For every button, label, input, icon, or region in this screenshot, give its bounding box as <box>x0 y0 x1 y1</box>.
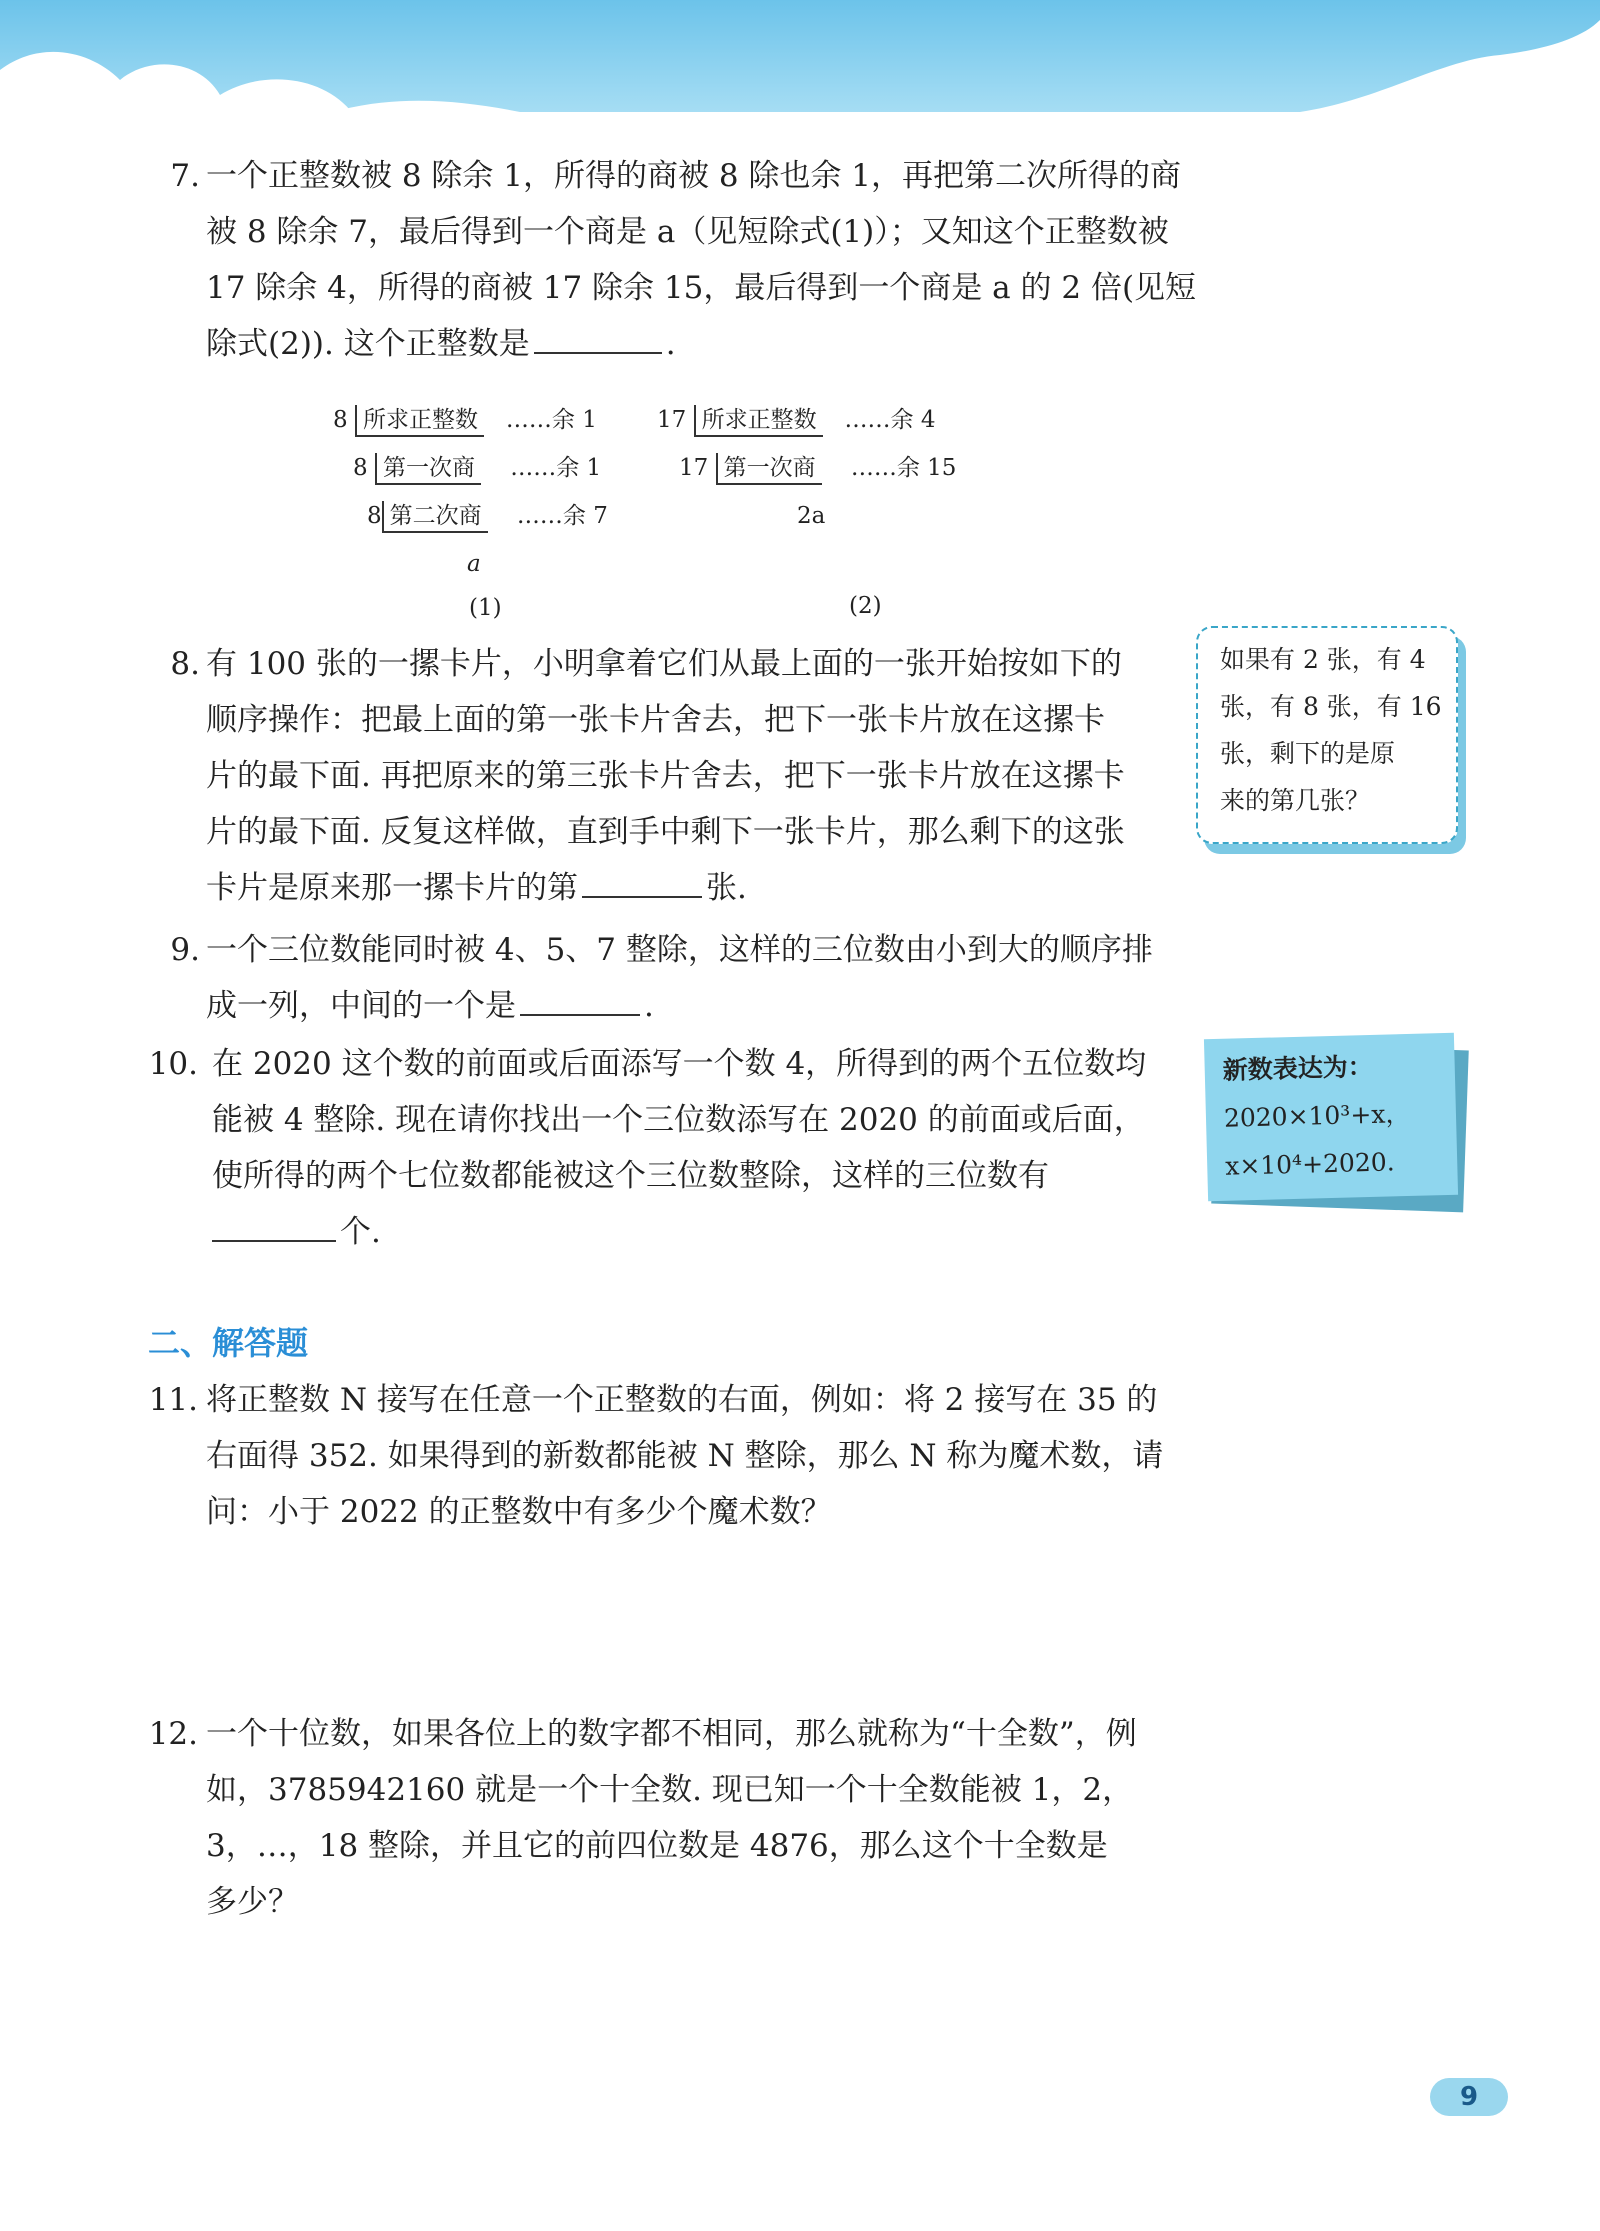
question-line: 卡片是原来那一摞卡片的第 <box>206 870 578 906</box>
hint-note-expression <box>1204 1033 1458 1201</box>
sky-header-decoration <box>0 0 1600 150</box>
section-title: 二、解答题 <box>148 1324 309 1362</box>
question-10 <box>150 1036 1146 1260</box>
question-line: 将正整数 N 接写在任意一个正整数的右面，例如：将 2 接写在 35 的 <box>206 1382 1158 1418</box>
answer-blank[interactable] <box>534 322 662 354</box>
question-end: . <box>665 326 676 362</box>
question-line: 一个十位数，如果各位上的数字都不相同，那么就称为“十全数”，例 <box>206 1716 1137 1752</box>
divisor: 17 <box>657 407 687 433</box>
question-end: 个. <box>340 1214 381 1250</box>
question-line: 除式(2)). 这个正整数是 <box>206 326 530 362</box>
division-label: (1) <box>469 595 502 621</box>
question-line: 使所得的两个七位数都能被这个三位数整除，这样的三位数有 <box>212 1158 1049 1194</box>
dividend: 所求正整数 <box>355 405 484 437</box>
divisor: 8 <box>333 407 348 433</box>
question-end: 张. <box>706 870 747 906</box>
divisor: 17 <box>679 455 709 481</box>
page-number: 9 <box>1430 2078 1508 2116</box>
note-line: 2020×10³+x， <box>1223 1098 1411 1133</box>
question-line: 多少？ <box>206 1884 299 1920</box>
note-line: 新数表达为： <box>1222 1051 1374 1085</box>
note-line: 来的第几张？ <box>1220 786 1371 815</box>
quotient: 第一次商 <box>716 453 822 485</box>
divisor: 8 <box>353 455 368 481</box>
question-line: 右面得 352. 如果得到的新数都能被 N 整除，那么 N 称为魔术数，请 <box>206 1438 1164 1474</box>
question-line: 一个三位数能同时被 4、5、7 整除，这样的三位数由小到大的顺序排 <box>206 932 1153 968</box>
division-result: a <box>467 551 481 577</box>
question-line: 问：小于 2022 的正整数中有多少个魔术数？ <box>206 1494 832 1530</box>
question-number: 8. <box>170 646 200 682</box>
question-12 <box>150 1706 1137 1930</box>
question-number: 10. <box>148 1046 198 1082</box>
question-11 <box>150 1372 1163 1540</box>
question-line: 成一列，中间的一个是 <box>206 988 516 1024</box>
question-line: 片的最下面. 再把原来的第三张卡片舍去，把下一张卡片放在这摞卡 <box>206 758 1125 794</box>
question-line: 一个正整数被 8 除余 1，所得的商被 8 除也余 1，再把第二次所得的商 <box>206 158 1182 194</box>
question-7 <box>150 148 1196 372</box>
question-line: 顺序操作：把最上面的第一张卡片舍去，把下一张卡片放在这摞卡 <box>206 702 1105 738</box>
question-line: 片的最下面. 反复这样做，直到手中剩下一张卡片，那么剩下的这张 <box>206 814 1125 850</box>
dividend: 所求正整数 <box>694 405 823 437</box>
remainder: ……余 7 <box>516 503 608 529</box>
division-result: 2a <box>797 503 826 529</box>
question-number: 9. <box>170 932 200 968</box>
question-line: 有 100 张的一摞卡片，小明拿着它们从最上面的一张开始按如下的 <box>206 646 1122 682</box>
answer-blank[interactable] <box>520 984 640 1016</box>
remainder: ……余 15 <box>850 455 957 481</box>
note-line: x×10⁴+2020. <box>1224 1147 1395 1181</box>
remainder: ……余 1 <box>510 455 602 481</box>
question-line: 能被 4 整除. 现在请你找出一个三位数添写在 2020 的前面或后面， <box>212 1102 1145 1138</box>
short-division-2 <box>657 405 956 621</box>
question-number: 12. <box>148 1716 198 1752</box>
question-number: 7. <box>170 158 200 194</box>
remainder: ……余 4 <box>844 407 936 433</box>
note-line: 张，剩下的是原 <box>1220 739 1396 768</box>
division-label: (2) <box>849 593 882 619</box>
answer-blank[interactable] <box>212 1210 336 1242</box>
question-9 <box>150 922 1153 1034</box>
remainder: ……余 1 <box>505 407 597 433</box>
quotient: 第一次商 <box>375 453 481 485</box>
divisor: 8 <box>367 503 382 529</box>
quotient: 第二次商 <box>382 501 488 533</box>
hint-note-cards <box>1196 626 1458 844</box>
question-8 <box>150 636 1125 916</box>
note-line: 张，有 8 张，有 16 <box>1220 692 1442 721</box>
question-line: 在 2020 这个数的前面或后面添写一个数 4，所得到的两个五位数均 <box>212 1046 1147 1082</box>
question-line: 如，3785942160 就是一个十全数. 现已知一个十全数能被 1，2， <box>206 1772 1134 1808</box>
question-line: 3，…，18 整除，并且它的前四位数是 4876，那么这个十全数是 <box>206 1828 1108 1864</box>
short-division-1 <box>333 405 608 623</box>
answer-blank[interactable] <box>582 866 702 898</box>
question-end: . <box>644 988 654 1024</box>
question-number: 11. <box>148 1382 198 1418</box>
note-line: 如果有 2 张，有 4 <box>1220 645 1426 674</box>
question-line: 17 除余 4，所得的商被 17 除余 15，最后得到一个商是 a 的 2 倍(见短 <box>206 270 1197 306</box>
question-line: 被 8 除余 7，最后得到一个商是 a（见短除式(1)）；又知这个正整数被 <box>206 214 1169 250</box>
